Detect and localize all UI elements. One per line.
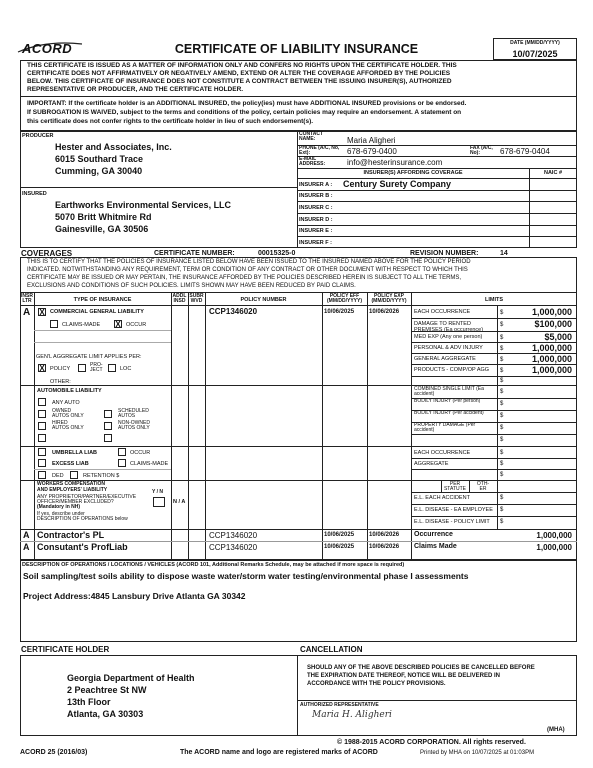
auto-extra-checkbox-1[interactable]: [38, 434, 46, 442]
coverages-text-2: INDICATED. NOTWITHSTANDING ANY REQUIREMENT, TERM OR CONDITION OF ANY CONTRACT OR OTHER DOCUMENT WITH RESPECT TO WHICH THIS: [27, 267, 468, 273]
auto-owned-checkbox[interactable]: [38, 410, 46, 418]
umbrella-aggregate-label: AGGREGATE: [414, 461, 449, 467]
insurer-f-label: INSURER F :: [299, 240, 332, 246]
contact-fax: 678-679-0404: [500, 147, 550, 156]
contact-phone: 678-679-0400: [347, 147, 397, 156]
col-policy-number: POLICY NUMBER: [240, 297, 287, 303]
extra-row-ltr: A: [23, 542, 30, 552]
page-title: CERTIFICATE OF LIABILITY INSURANCE: [174, 42, 419, 56]
gl-eff-date: 10/06/2025: [324, 309, 355, 315]
auto-extra-checkbox-2[interactable]: [104, 434, 112, 442]
contact-phone-label: PHONE (A/C, No, Ext):: [299, 145, 340, 156]
extra-row-eff: 10/06/2025: [324, 532, 355, 538]
gl-main-checkbox[interactable]: X: [39, 308, 45, 317]
gl-limit-dollar: $: [500, 335, 504, 341]
auto-scheduled-label-1: SCHEDULED: [118, 408, 149, 414]
extra-row-exp: 10/06/2026: [369, 544, 400, 550]
insurer-d-label: INSURER D :: [299, 217, 333, 223]
col-ltr: LTR: [22, 298, 32, 304]
trademark-text: The ACORD name and logo are registered marks of ACORD: [180, 749, 378, 756]
ded-label: DED: [52, 473, 64, 479]
producer-name: Hester and Associates, Inc.: [55, 142, 172, 152]
extra-row-limit-value: 1,000,000: [536, 531, 572, 540]
auto-nonowned-label-2: AUTOS ONLY: [118, 425, 150, 431]
col-insd: INSD: [173, 298, 186, 304]
per-statute-label-1: PER: [449, 481, 461, 487]
workers-text-1: ANY PROPRIETOR/PARTNER/EXECUTIVE: [37, 494, 137, 500]
gl-limit-label: MED EXP (Any one person): [414, 334, 483, 340]
certificate-holder-label: CERTIFICATE HOLDER: [21, 645, 110, 654]
extra-row-policy: CCP1346020: [209, 531, 258, 540]
umbrella-label: UMBRELLA LIAB: [52, 450, 98, 456]
gl-aggregate-label: GEN'L AGGREGATE LIMIT APPLIES PER:: [36, 354, 142, 360]
extra-row-limit-value: 1,000,000: [536, 543, 572, 552]
gl-limit-value: 1,000,000: [531, 365, 572, 375]
gl-limit-dollar: $: [500, 310, 504, 316]
form-number: ACORD 25 (2016/03): [20, 749, 88, 756]
gl-occur-checkbox[interactable]: X: [115, 320, 121, 329]
workers-limit-dollar: $: [500, 519, 504, 525]
gl-limit-value: 1,000,000: [531, 343, 572, 353]
workers-text-4: If yes, describe under: [37, 511, 85, 517]
producer-label: PRODUCER: [22, 133, 54, 139]
certificate-number: 00015325-0: [258, 250, 296, 257]
gl-project-label-2: JECT: [90, 367, 103, 373]
col-insr: INSR: [21, 293, 33, 299]
workers-text-2: OFFICER/MEMBER EXCLUDED?: [37, 499, 114, 505]
auto-owned-label-1: OWNED: [52, 408, 72, 414]
auto-limit-label: COMBINED SINGLE LIMIT (Ea accident): [414, 386, 484, 397]
gl-limit-label: PRODUCTS - COMP/OP AGG: [414, 367, 490, 373]
col-exp-format: (MM/DD/YYYY): [371, 298, 407, 304]
insurers-header: INSURER(S) AFFORDING COVERAGE: [363, 170, 463, 176]
workers-limit-label: E.L. DISEASE - EA EMPLOYEE: [414, 507, 493, 513]
gl-limit-value: $5,000: [544, 332, 572, 342]
producer-address-1: 6015 Southard Trace: [55, 154, 144, 164]
excess-checkbox[interactable]: [38, 459, 46, 467]
insurer-c-label: INSURER C :: [299, 205, 333, 211]
gl-project-checkbox[interactable]: [78, 364, 86, 372]
auto-limit-dollar: $: [500, 413, 504, 419]
auto-nonowned-checkbox[interactable]: [104, 422, 112, 430]
umbrella-occur-checkbox[interactable]: [118, 448, 126, 456]
auto-limit-dollar: $: [500, 437, 504, 443]
certificate-number-label: CERTIFICATE NUMBER:: [154, 250, 235, 257]
description-label: DESCRIPTION OF OPERATIONS / LOCATIONS / VEHICLES (ACORD 101, Additional Remarks Schedule, may be attached if more space is required): [22, 562, 405, 568]
acord-logo-text: ACORD: [22, 41, 73, 56]
gl-loc-label: LOC: [120, 366, 132, 372]
authorized-rep-label: AUTHORIZED REPRESENTATIVE: [300, 702, 379, 708]
gl-limit-dollar: $: [500, 368, 504, 374]
copyright: © 1988-2015 ACORD CORPORATION. All rights reserved.: [337, 739, 526, 746]
gl-limit-dollar: $: [500, 378, 504, 384]
extra-row-policy: CCP1346020: [209, 543, 258, 552]
auto-any-checkbox[interactable]: [38, 398, 46, 406]
cancellation-text-1: SHOULD ANY OF THE ABOVE DESCRIBED POLICIES BE CANCELLED BEFORE: [307, 665, 535, 671]
umbrella-dollar-3: $: [500, 472, 504, 478]
extra-row-exp: 10/06/2026: [369, 532, 400, 538]
holder-address-3: Atlanta, GA 30303: [67, 709, 144, 719]
contact-name: Maria Aligheri: [347, 136, 396, 145]
workers-limit-label: E.L. DISEASE - POLICY LIMIT: [414, 519, 490, 525]
workers-yn: Y / N: [152, 489, 164, 495]
notice-text-3: BELOW. THIS CERTIFICATE OF INSURANCE DOES NOT CONSTITUTE A CONTRACT BETWEEN THE ISSUING INSURER(S), AUTHORIZED: [27, 78, 452, 85]
gl-limit-dollar: $: [500, 322, 504, 328]
cancellation-text-2: THE EXPIRATION DATE THEREOF, NOTICE WILL BE DELIVERED IN: [307, 673, 501, 679]
auto-any-label: ANY AUTO: [52, 400, 80, 406]
coverages-text-1: THIS IS TO CERTIFY THAT THE POLICIES OF INSURANCE LISTED BELOW HAVE BEEN ISSUED TO THE INSURED NAMED ABOVE FOR THE POLICY PERIOD: [27, 259, 471, 265]
insurer-b-label: INSURER B :: [299, 193, 333, 199]
umbrella-checkbox[interactable]: [38, 448, 46, 456]
workers-text-3: (Mandatory in NH): [37, 504, 81, 510]
gl-policy-checkbox[interactable]: X: [39, 364, 45, 373]
gl-limit-label: PERSONAL & ADV INJURY: [414, 345, 483, 351]
auto-scheduled-checkbox[interactable]: [104, 410, 112, 418]
col-exp: POLICY EXP: [374, 293, 404, 299]
workers-title-1: WORKERS COMPENSATION: [37, 481, 105, 487]
gl-limit-value: 1,000,000: [531, 354, 572, 364]
umbrella-dollar-1: $: [500, 450, 504, 456]
oth-er-label-1: OTH-: [476, 481, 490, 487]
important-text-1: IMPORTANT: If the certificate holder is an ADDITIONAL INSURED, the policy(ies) must have ADDITIONAL INSURED provisions or be endorsed.: [27, 100, 467, 107]
notice-text-4: REPRESENTATIVE OR PRODUCER, AND THE CERTIFICATE HOLDER.: [27, 86, 244, 93]
gl-title: COMMERCIAL GENERAL LIABILITY: [50, 309, 144, 315]
umbrella-each-occurrence-label: EACH OCCURRENCE: [414, 450, 471, 456]
authorized-signature: Maria H. Aligheri: [312, 710, 392, 720]
insured-name: Earthworks Environmental Services, LLC: [55, 200, 232, 210]
retention-checkbox[interactable]: [70, 471, 78, 479]
auto-limit-dollar: $: [500, 389, 504, 395]
gl-claims-made-checkbox[interactable]: [50, 320, 58, 328]
col-subr: SUBR: [189, 293, 204, 299]
gl-limit-dollar: $: [500, 346, 504, 352]
contact-fax-label: FAX (A/C, No):: [470, 145, 493, 156]
coverages-text-4: EXCLUSIONS AND CONDITIONS OF SUCH POLICIES. LIMITS SHOWN MAY HAVE BEEN REDUCED BY PAID CLAIMS.: [27, 283, 356, 289]
gl-limit-label: GENERAL AGGREGATE: [414, 356, 476, 362]
gl-limit-label: DAMAGE TO RENTED PREMISES (Ea occurrence): [414, 321, 484, 333]
auto-limit-label: BODILY INJURY (Per accident): [414, 410, 484, 416]
contact-email-label: E-MAIL ADDRESS:: [299, 156, 326, 167]
date-label: DATE (MM/DD/YYYY): [510, 40, 560, 46]
umbrella-claims-made-checkbox[interactable]: [118, 459, 126, 467]
auto-hired-label-1: HIRED: [52, 420, 68, 426]
workers-limit-label: E.L. EACH ACCIDENT: [414, 495, 470, 501]
workers-limit-dollar: $: [500, 495, 504, 501]
col-addl: ADDL: [172, 293, 187, 299]
notice-text-1: THIS CERTIFICATE IS ISSUED AS A MATTER OF INFORMATION ONLY AND CONFERS NO RIGHTS UPON THE CERTIFICATE HOLDER. THIS: [27, 62, 457, 69]
col-eff-format: (MM/DD/YYYY): [327, 298, 362, 304]
extra-row-limit-label: Claims Made: [414, 543, 457, 550]
col-type: TYPE OF INSURANCE: [73, 297, 132, 303]
auto-hired-checkbox[interactable]: [38, 422, 46, 430]
auto-limit-label: PROPERTY DAMAGE (Per accident): [414, 422, 476, 433]
important-text-3: this certificate does not confer rights to the certificate holder in lieu of such endorsement(s).: [27, 118, 314, 125]
insurer-a-label: INSURER A :: [299, 182, 333, 188]
extra-row-ltr: A: [23, 530, 30, 540]
auto-owned-label-2: AUTOS ONLY: [52, 413, 84, 419]
insured-address-2: Gainesville, GA 30506: [55, 224, 149, 234]
ded-checkbox[interactable]: [38, 471, 46, 479]
gl-limit-value: 1,000,000: [531, 307, 572, 317]
extra-row-type: Contractor's PL: [37, 530, 105, 540]
retention-label: RETENTION $: [83, 473, 120, 479]
revision-number-label: REVISION NUMBER:: [410, 250, 479, 257]
auto-limit-label: BODILY INJURY (Per person): [414, 398, 481, 404]
printed-by: Printed by MHA on 10/07/2025 at 01:03PM: [420, 750, 535, 756]
umbrella-occur-label: OCCUR: [130, 450, 151, 456]
auto-nonowned-label-1: NON-OWNED: [118, 420, 150, 426]
cancellation-label: CANCELLATION: [300, 645, 363, 654]
auto-hired-label-2: AUTOS ONLY: [52, 425, 84, 431]
workers-na: N / A: [173, 499, 186, 505]
auto-limit-dollar: $: [500, 425, 504, 431]
gl-policy-number: CCP1346020: [209, 307, 258, 316]
gl-other-label: OTHER:: [50, 379, 71, 385]
excess-label: EXCESS LIAB: [52, 461, 89, 467]
workers-excluded-box[interactable]: [153, 497, 165, 507]
per-statute-label-2: STATUTE: [443, 486, 467, 492]
workers-title-2: AND EMPLOYERS' LIABILITY: [37, 487, 108, 493]
col-wvd: WVD: [190, 298, 203, 304]
notice-text-2: CERTIFICATE DOES NOT AFFIRMATIVELY OR NEGATIVELY AMEND, EXTEND OR ALTER THE COVERAGE AFFORDED BY THE POLICIES: [27, 70, 451, 77]
cancellation-text-3: ACCORDANCE WITH THE POLICY PROVISIONS.: [307, 681, 446, 687]
gl-policy-label: POLICY: [50, 366, 71, 372]
gl-occur-label: OCCUR: [126, 322, 147, 328]
description-line-2: Project Address:4845 Lansbury Drive Atlanta GA 30342: [23, 591, 246, 601]
coverages-text-3: CERTIFICATE MAY BE ISSUED OR MAY PERTAIN, THE INSURANCE AFFORDED BY THE POLICIES DESCRIBED HEREIN IS SUBJECT TO ALL THE TERMS,: [27, 275, 462, 281]
contact-email: info@hesterinsurance.com: [347, 158, 443, 167]
insurer-a-name: Century Surety Company: [343, 179, 452, 189]
gl-claims-made-label: CLAIMS-MADE: [62, 322, 101, 328]
gl-limit-label: EACH OCCURRENCE: [414, 309, 471, 315]
coverages-label: COVERAGES: [21, 249, 73, 258]
col-limits: LIMITS: [484, 297, 504, 303]
important-text-2: If SUBROGATION IS WAIVED, subject to the terms and conditions of the policy, certain policies may require an endorsement. A statement on: [27, 109, 462, 116]
workers-limit-dollar: $: [500, 507, 504, 513]
description-line-1: Soil sampling/test soils ability to dispose waste water/storm water testing/environmental phase I assessments: [23, 571, 469, 581]
contact-name-label: CONTACT NAME:: [299, 131, 324, 142]
mha-label: (MHA): [547, 727, 565, 733]
gl-insurer-letter: A: [23, 307, 31, 318]
insured-label: INSURED: [22, 191, 47, 197]
auto-scheduled-label-2: AUTOS: [118, 413, 136, 419]
umbrella-claims-made-label: CLAIMS-MADE: [130, 461, 169, 467]
auto-limit-dollar: $: [500, 401, 504, 407]
gl-project-label-1: PRO-: [90, 362, 103, 368]
umbrella-dollar-2: $: [500, 461, 504, 467]
producer-address-2: Cumming, GA 30040: [55, 166, 143, 176]
extra-row-type: Consutant's ProfLiab: [37, 542, 128, 552]
workers-text-5: DESCRIPTION OF OPERATIONS below: [37, 516, 128, 522]
holder-address-1: 2 Peachtree St NW: [67, 685, 147, 695]
gl-limit-value: $100,000: [534, 319, 572, 329]
revision-number: 14: [500, 250, 508, 257]
gl-limit-dollar: $: [500, 357, 504, 363]
holder-name: Georgia Department of Health: [67, 673, 195, 683]
naic-label: NAIC #: [543, 170, 563, 176]
extra-row-eff: 10/06/2025: [324, 544, 355, 550]
extra-row-limit-label: Occurrence: [414, 531, 453, 538]
gl-loc-checkbox[interactable]: [108, 364, 116, 372]
insured-address-1: 5070 Britt Whitmire Rd: [55, 212, 152, 222]
insurer-e-label: INSURER E :: [299, 228, 333, 234]
col-eff: POLICY EFF: [329, 293, 360, 299]
auto-title: AUTOMOBILE LIABILITY: [37, 388, 102, 394]
oth-er-label-2: ER: [479, 486, 487, 492]
gl-exp-date: 10/06/2026: [369, 309, 400, 315]
holder-address-2: 13th Floor: [67, 697, 111, 707]
date-value: 10/07/2025: [512, 49, 558, 59]
